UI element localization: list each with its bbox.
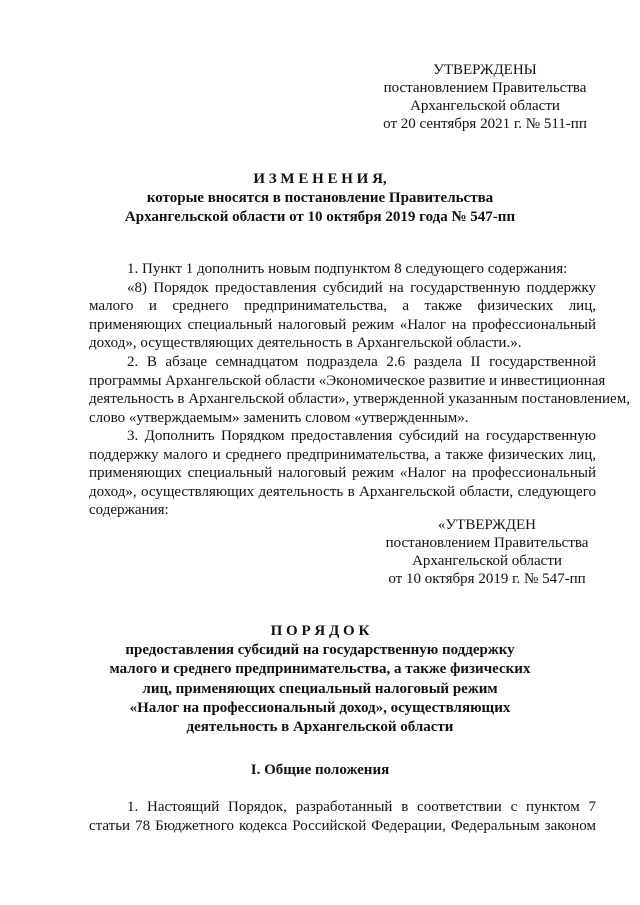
- item-line: поддержку малого и среднего предпринимательства, а также физических лиц,: [89, 446, 596, 463]
- approval-title: УТВЕРЖДЕНЫ: [433, 62, 537, 78]
- order-title: [60, 622, 580, 737]
- item-line: малого и среднего предпринимательства, а также физических лиц,: [89, 298, 596, 315]
- approval-date-line: от 10 октября 2019 г. № 547-пп: [388, 571, 586, 587]
- approval-line: Архангельской области: [410, 98, 560, 114]
- item-first-line: 1. Пункт 1 дополнить новым подпунктом 8 следующего содержания:: [127, 261, 568, 277]
- order-heading: П О Р Я Д О К: [270, 623, 370, 639]
- order-subtitle-line: деятельность в Архангельской области: [186, 719, 454, 736]
- item-line-last: слово «утверждаемым» заменить словом «утвержденным».: [89, 409, 469, 426]
- approval-title: «УТВЕРЖДЕН: [438, 517, 536, 533]
- approval-block-second: [378, 516, 596, 588]
- item-line: доход», осуществляющих деятельность в Архангельской области, следующего: [89, 483, 596, 500]
- item-first-line: 2. В абзаце семнадцатом подраздела 2.6 раздела II государственной: [127, 354, 596, 370]
- paragraph-line: статьи 78 Бюджетного кодекса Российской Федерации, Федеральным законом: [89, 818, 596, 834]
- section-paragraph: [89, 798, 596, 836]
- section-heading-text: I. Общие положения: [250, 762, 390, 778]
- order-subtitle-line: малого и среднего предпринимательства, а также физических: [109, 661, 531, 678]
- order-subtitle-line: лиц, применяющих специальный налоговый режим: [142, 680, 498, 697]
- item-line: деятельность в Архангельской области», утвержденной указанным постановлением,: [89, 391, 630, 408]
- item-line: «8) Порядок предоставления субсидий на государственную поддержку: [127, 279, 596, 296]
- body-item-1: [89, 260, 596, 353]
- approval-line: Архангельской области: [412, 553, 562, 569]
- item-line: программы Архангельской области «Экономическое развитие и инвестиционная: [89, 372, 606, 389]
- changes-subtitle-line: Архангельской области от 10 октября 2019 года № 547-пп: [124, 209, 516, 225]
- item-line: применяющих специальный налоговый режим «Налог на профессиональный: [89, 316, 596, 333]
- changes-subtitle-line: которые вносятся в постановление Правительства: [146, 190, 494, 206]
- approval-block-top: [380, 61, 590, 133]
- section-heading: [60, 761, 580, 780]
- body-item-3: [89, 427, 596, 520]
- order-subtitle-line: предоставления субсидий на государственную поддержку: [125, 642, 515, 659]
- changes-heading: И З М Е Н Е Н И Я,: [253, 171, 387, 187]
- item-first-line: 3. Дополнить Порядком предоставления субсидий на государственную: [127, 428, 596, 444]
- item-line: применяющих специальный налоговый режим «Налог на профессиональный: [89, 465, 596, 482]
- approval-line: постановлением Правительства: [385, 535, 589, 551]
- item-line-last: содержания:: [89, 502, 169, 519]
- item-line-last: доход», осуществляющих деятельность в Архангельской области.».: [89, 335, 522, 352]
- approval-date-line: от 20 сентября 2021 г. № 511-пп: [383, 116, 587, 132]
- approval-line: постановлением Правительства: [383, 80, 587, 96]
- order-subtitle-line: «Налог на профессиональный доход», осуществляющих: [129, 699, 511, 716]
- body-item-2: [89, 353, 630, 427]
- paragraph-first-line: 1. Настоящий Порядок, разработанный в соответствии с пунктом 7: [127, 799, 596, 815]
- changes-title: [60, 170, 580, 227]
